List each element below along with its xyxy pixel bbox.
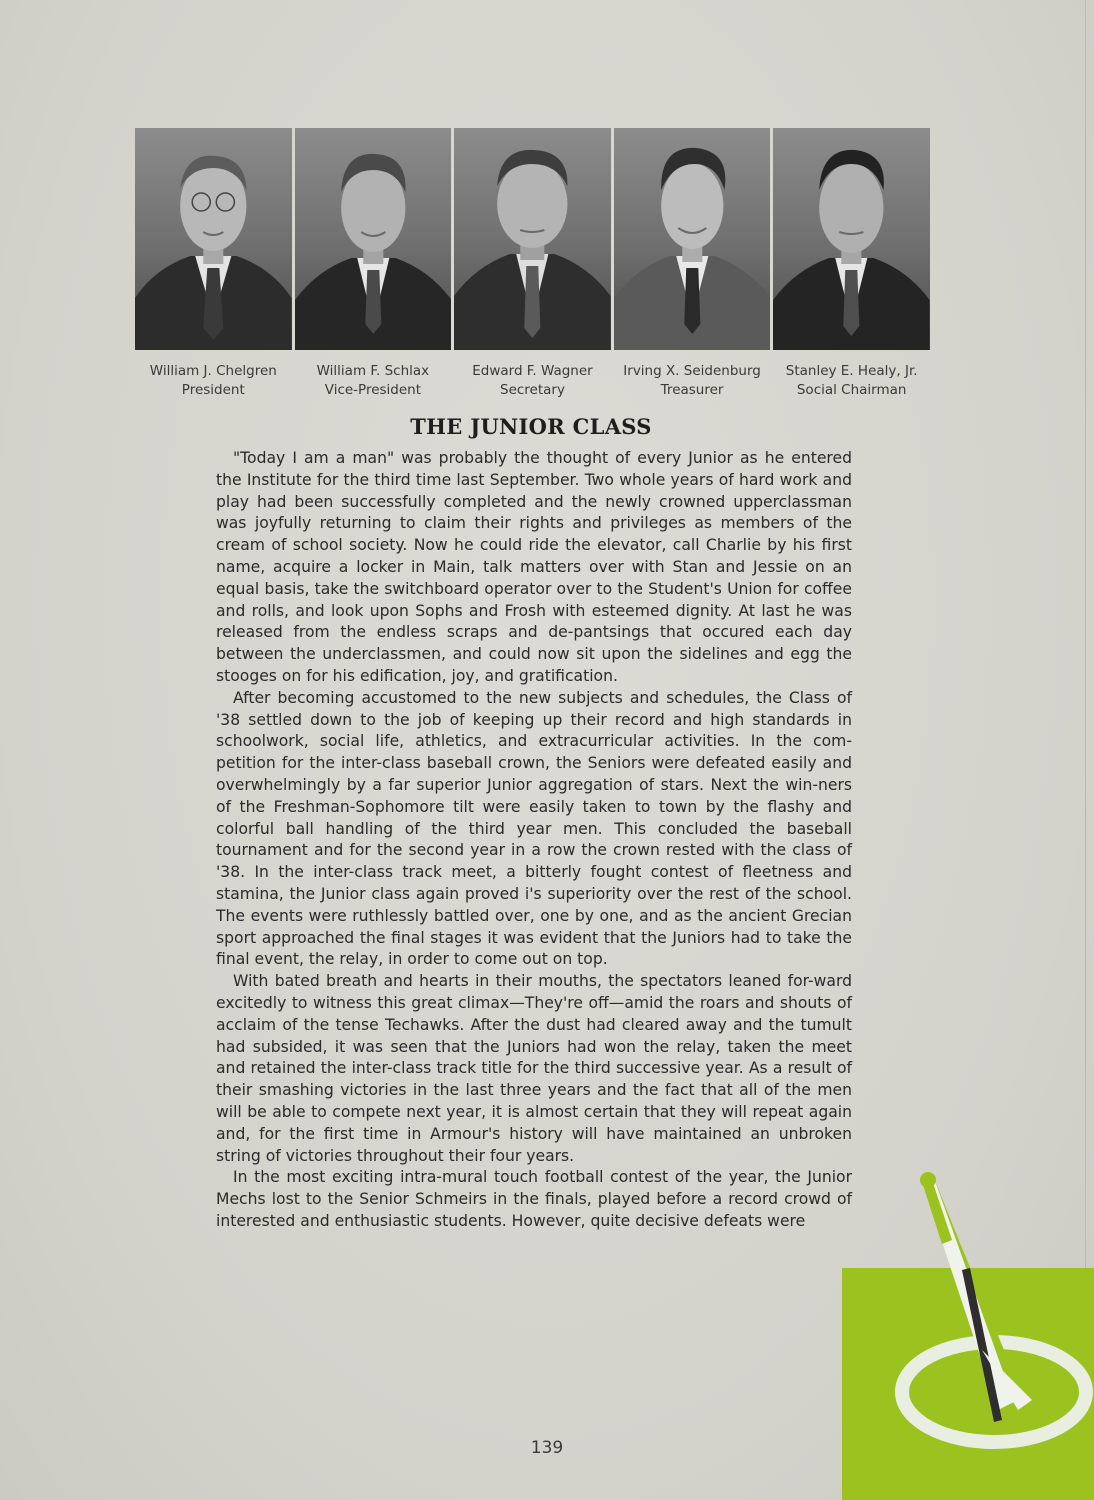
officer-name: William J. Chelgren	[149, 363, 277, 379]
officer-role: Treasurer	[660, 382, 724, 398]
paragraph: "Today I am a man" was probably the thought of every Junior as he entered the Institute for the third time last September. Two whole years of hard work and play had been successfully completed and the newly crowned upperclassman was joyfully returning to claim their rights and privileges as members of the cream of school society. Now he could ride the elevator, call Charlie by his first name, acquire a locker in Main, talk matters over with Stan and Jessie on an equal basis, take the switchboard operator over to the Student's Union for coffee and rolls, and look upon Sophs and Frosh with esteemed dignity. At last he was released from the endless scraps and de-pantsings that occured each day between the underclassmen, and could now sit upon the sidelines and egg the stooges on for his edification, joy, and gratification.	[216, 449, 852, 685]
officer-name: Edward F. Wagner	[472, 363, 593, 379]
article-body	[216, 448, 852, 1233]
caption-secretary	[454, 362, 611, 400]
portrait-vice-president	[295, 128, 452, 350]
officer-name: Stanley E. Healy, Jr.	[785, 363, 918, 379]
paragraph: With bated breath and hearts in their mouths, the spectators leaned for-ward excitedly to witness this great climax—They're off—amid the roars and shouts of acclaim of the tense Techawks. After the dust had cleared away and the tumult had subsided, it was seen that the Juniors had won the relay, taken the meet and retained the inter-class track title for the third successive year. As a result of their smashing victories in the last three years and the fact that all of the men will be able to compete next year, it is almost certain that they will repeat again and, for the first time in Armour's history will have maintained an unbroken string of victories throughout their four years.	[216, 972, 852, 1165]
caption-president	[135, 362, 292, 400]
caption-treasurer	[614, 362, 771, 400]
portrait-secretary	[454, 128, 611, 350]
caption-social-chairman	[773, 362, 930, 400]
paragraph: In the most exciting intra-mural touch football contest of the year, the Junior Mechs lost to the Senior Schmeirs in the finals, played before a record crowd of interested and enthusiastic students. However, quite decisive defeats were	[216, 1168, 852, 1230]
portrait-president	[135, 128, 292, 350]
caption-vice-president	[295, 362, 452, 400]
portrait-social-chairman	[773, 128, 930, 350]
officer-captions	[135, 362, 930, 400]
officer-role: Vice-President	[324, 382, 422, 398]
officer-role: President	[181, 382, 245, 398]
officer-name: William F. Schlax	[316, 363, 430, 379]
page-title: THE JUNIOR CLASS	[410, 414, 652, 439]
officer-role: Secretary	[500, 382, 565, 398]
page-number: 139	[530, 1438, 564, 1458]
portrait-treasurer	[614, 128, 771, 350]
paragraph: After becoming accustomed to the new subjects and schedules, the Class of '38 settled down to the job of keeping up their record and high standards in schoolwork, social life, athletics, and extracurricular activities. In the com-petition for the inter-class baseball crown, the Seniors were defeated easily and overwhelmingly by a far superior Junior aggregation of stars. Next the win-ners of the Freshman-Sophomore tilt were easily taken to town by the flashy and colorful ball handling of the third year men. This concluded the baseball tournament and for the second year in a row the crown rested with the class of '38. In the inter-class track meet, a bitterly fought contest of fleetness and stamina, the Junior class again proved i's superiority over the rest of the school. The events were ruthlessly battled over, one by one, and as the ancient Grecian sport approached the final stages it was evident that the Juniors had to take the final event, the relay, in order to come out on top.	[216, 688, 852, 969]
officer-role: Social Chairman	[796, 382, 907, 398]
officer-name: Irving X. Seidenburg	[623, 363, 761, 379]
officer-photos	[135, 128, 930, 350]
